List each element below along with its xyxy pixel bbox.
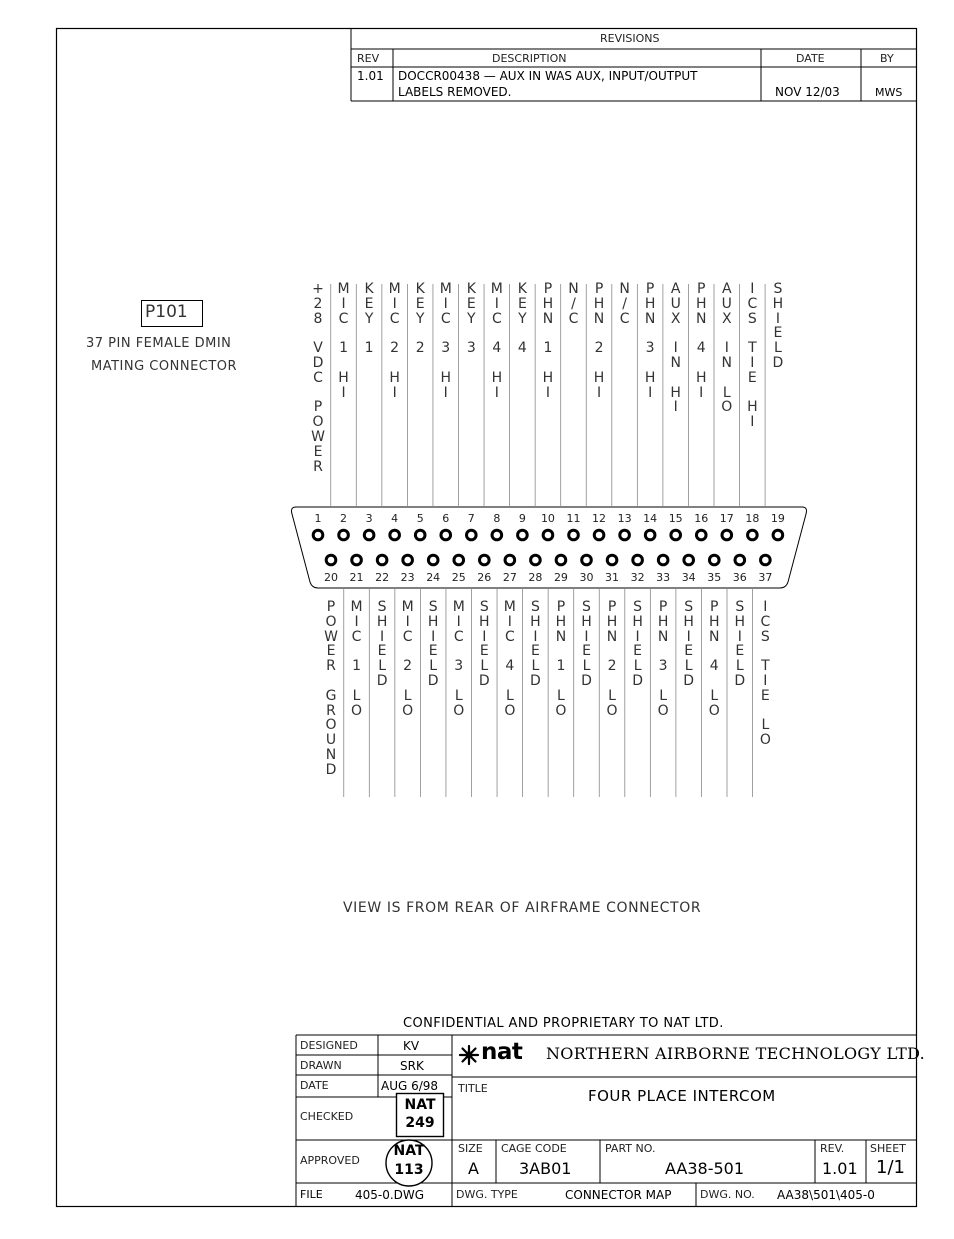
top_row-pin-label: S H I E L D xyxy=(772,281,784,371)
top_row-pin-number: 16 xyxy=(694,512,709,525)
pin-31 xyxy=(607,555,617,565)
bottom_row-pin-number: 22 xyxy=(375,571,390,584)
pin-30 xyxy=(582,555,592,565)
pin-25 xyxy=(454,555,464,565)
top_row-pin-label: A U X I N H I xyxy=(670,281,681,416)
approved-stamp-line1: NAT xyxy=(393,1143,425,1159)
approved-stamp-line2: 113 xyxy=(394,1162,424,1178)
bottom_row-pin-label: S H I E L D xyxy=(734,599,746,689)
drawing-type-label: DWG. TYPE xyxy=(456,1188,518,1201)
pin-15 xyxy=(671,530,681,540)
bottom_row-pin-label: M I C 3 L O xyxy=(452,599,465,719)
revision-row-rev: 1.01 xyxy=(357,69,384,83)
bottom_row-pin-number: 36 xyxy=(732,571,747,584)
bottom_row-pin-number: 34 xyxy=(681,571,696,584)
pin-2 xyxy=(339,530,349,540)
pin-16 xyxy=(696,530,706,540)
bottom_row-pin-number: 32 xyxy=(630,571,645,584)
drawn-value: SRK xyxy=(400,1059,424,1073)
pin-7 xyxy=(467,530,477,540)
drawing-type-value: CONNECTOR MAP xyxy=(565,1188,672,1202)
top_row-pin-number: 19 xyxy=(770,512,785,525)
top_row-pin-number: 2 xyxy=(340,512,348,525)
top_row-pin-number: 5 xyxy=(416,512,424,525)
pin-22 xyxy=(377,555,387,565)
bottom_row-pin-label: S H I E L D xyxy=(581,599,592,689)
pin-4 xyxy=(390,530,400,540)
bottom_row-pin-label: P H N 4 L O xyxy=(708,599,720,719)
bottom_row-pin-label: P H N 2 L O xyxy=(606,599,618,719)
file-value: 405-0.DWG xyxy=(355,1188,425,1202)
pin-21 xyxy=(352,555,362,565)
pin-1 xyxy=(313,530,323,540)
bottom_row-pin-number: 26 xyxy=(477,571,492,584)
bottom_row-pin-number: 20 xyxy=(324,571,338,584)
bottom_row-pin-label: I C S T I E L O xyxy=(759,599,771,749)
company-name: NORTHERN AIRBORNE TECHNOLOGY LTD. xyxy=(546,1044,926,1063)
cage-code-value: 3AB01 xyxy=(519,1159,572,1178)
top_row-pin-label: M I C 1 H I xyxy=(337,281,350,401)
bottom_row-pin-number: 28 xyxy=(528,571,543,584)
bottom_row-pin-label: M I C 2 L O xyxy=(401,599,414,719)
pin-3 xyxy=(364,530,374,540)
pin-28 xyxy=(531,555,541,565)
size-label: SIZE xyxy=(458,1142,483,1155)
size-value: A xyxy=(468,1159,479,1178)
date-value: AUG 6/98 xyxy=(381,1079,439,1093)
top_row-pin-number: 8 xyxy=(493,512,501,525)
connector-description-line1: 37 PIN FEMALE DMIN xyxy=(86,336,232,351)
bottom_row-pin-label: S H I E L D xyxy=(632,599,643,689)
top_row-pin-number: 3 xyxy=(365,512,373,525)
bottom_row-pin-label: S H I E L D xyxy=(530,599,541,689)
checked-stamp-line2: 249 xyxy=(405,1115,435,1131)
top_row-pin-label: N / C xyxy=(619,281,630,327)
top_row-pin-label: N / C xyxy=(568,281,579,327)
by-header: BY xyxy=(880,52,894,65)
bottom_row-pin-label: S H I E L D xyxy=(478,599,490,689)
checked-label: CHECKED xyxy=(300,1110,354,1123)
bottom_row-pin-label: S H I E L D xyxy=(683,599,695,689)
pin-13 xyxy=(620,530,630,540)
top_row-pin-label: M I C 2 H I xyxy=(388,281,401,401)
drawing-number-label: DWG. NO. xyxy=(700,1188,755,1201)
top_row-pin-label: P H N 1 H I xyxy=(542,281,554,401)
bottom_row-pin-number: 27 xyxy=(502,571,517,584)
title-label: TITLE xyxy=(458,1082,488,1095)
drawn-label: DRAWN xyxy=(300,1059,342,1072)
pin-19 xyxy=(773,530,783,540)
bottom_row-pin-number: 24 xyxy=(426,571,441,584)
drawing-title: FOUR PLACE INTERCOM xyxy=(588,1087,776,1105)
revision-row-desc-line1: DOCCR00438 — AUX IN WAS AUX, INPUT/OUTPUT xyxy=(398,69,698,83)
top_row-pin-label: P H N 4 H I xyxy=(695,281,707,401)
top_row-pin-label: A U X I N L O xyxy=(721,281,733,416)
pin-9 xyxy=(518,530,528,540)
pin-27 xyxy=(505,555,515,565)
bottom_row-pin-label: P H N 1 L O xyxy=(555,599,567,719)
pin-circles xyxy=(313,530,783,565)
bottom_row-pin-number: 35 xyxy=(707,571,722,584)
bottom_row-pin-label: M I C 1 L O xyxy=(350,599,363,719)
top_row-pin-number: 10 xyxy=(540,512,555,525)
bottom_row-pin-number: 33 xyxy=(656,571,671,584)
designed-label: DESIGNED xyxy=(300,1039,358,1052)
top_row-pin-label: P H N 2 H I xyxy=(593,281,605,401)
bottom_row-pin-number: 21 xyxy=(349,571,364,584)
top_row-pin-number: 1 xyxy=(314,512,322,525)
pin-29 xyxy=(556,555,566,565)
top_row-pin-label: + 2 8 V D C P O W E R xyxy=(311,281,325,475)
revision-row-by: MWS xyxy=(875,86,903,99)
bottom_row-pin-label: M I C 4 L O xyxy=(503,599,516,719)
part-number-label: PART NO. xyxy=(605,1142,656,1155)
bottom_row-pin-label: S H I E L D xyxy=(427,599,439,689)
part-number-value: AA38-501 xyxy=(665,1159,745,1178)
pin-24 xyxy=(428,555,438,565)
top_row-pin-number: 18 xyxy=(745,512,760,525)
pin-23 xyxy=(403,555,413,565)
pin-35 xyxy=(709,555,719,565)
pin-34 xyxy=(684,555,694,565)
nat-logo-icon xyxy=(460,1046,478,1064)
cage-code-label: CAGE CODE xyxy=(501,1142,567,1155)
top_row-pin-label: P H N 3 H I xyxy=(644,281,656,401)
pin-8 xyxy=(492,530,502,540)
pin-26 xyxy=(480,555,490,565)
rev-value: 1.01 xyxy=(822,1159,858,1178)
connector-description-line2: MATING CONNECTOR xyxy=(91,359,238,374)
top_row-pin-label: I C S T I E H I xyxy=(747,281,758,431)
confidential-notice: CONFIDENTIAL AND PROPRIETARY TO NAT LTD. xyxy=(403,1016,724,1031)
revisions-title: REVISIONS xyxy=(600,32,660,45)
pin-18 xyxy=(748,530,758,540)
file-label: FILE xyxy=(300,1188,323,1201)
bottom_row-pin-number: 25 xyxy=(451,571,466,584)
rev-label: REV. xyxy=(820,1142,845,1155)
top_row-pin-number: 11 xyxy=(566,512,581,525)
top_row-pin-label: M I C 3 H I xyxy=(439,281,452,401)
top_row-pin-number: 15 xyxy=(668,512,683,525)
top_row-pin-label: M I C 4 H I xyxy=(490,281,503,401)
designed-value: KV xyxy=(403,1039,420,1053)
pin-36 xyxy=(735,555,745,565)
logo-text: nat xyxy=(481,1039,523,1065)
bottom_row-pin-number: 29 xyxy=(553,571,568,584)
bottom_row-pin-number: 31 xyxy=(605,571,620,584)
bottom_row-pin-label: P H N 3 L O xyxy=(657,599,669,719)
top_row-pin-number: 13 xyxy=(617,512,632,525)
top_row-pin-label: K E Y 2 xyxy=(415,281,425,357)
sheet-label: SHEET xyxy=(870,1142,906,1155)
pin-5 xyxy=(415,530,425,540)
approved-label: APPROVED xyxy=(300,1154,360,1167)
date-header: DATE xyxy=(796,52,825,65)
top_row-pin-number: 12 xyxy=(592,512,607,525)
pin-20 xyxy=(326,555,336,565)
date-label: DATE xyxy=(300,1079,329,1092)
pin-37 xyxy=(761,555,771,565)
top_row-pin-number: 6 xyxy=(442,512,450,525)
top_row-pin-label: K E Y 4 xyxy=(517,281,527,357)
top_row-pin-number: 14 xyxy=(643,512,658,525)
top_row-pin-number: 4 xyxy=(391,512,399,525)
connector-id: P101 xyxy=(145,302,188,322)
description-header: DESCRIPTION xyxy=(492,52,567,65)
pin-10 xyxy=(543,530,553,540)
view-note: VIEW IS FROM REAR OF AIRFRAME CONNECTOR xyxy=(343,900,702,916)
pin-14 xyxy=(645,530,655,540)
top_row-pin-number: 9 xyxy=(518,512,526,525)
rev-header: REV xyxy=(357,52,380,65)
checked-stamp-line1: NAT xyxy=(404,1097,436,1113)
sheet-value: 1/1 xyxy=(876,1157,905,1178)
pin-33 xyxy=(658,555,668,565)
bottom_row-pin-number: 30 xyxy=(579,571,594,584)
pin-6 xyxy=(441,530,451,540)
pin-11 xyxy=(569,530,579,540)
bottom_row-pin-number: 23 xyxy=(400,571,415,584)
pin-17 xyxy=(722,530,732,540)
revision-row-date: NOV 12/03 xyxy=(775,85,840,99)
revision-row-desc-line2: LABELS REMOVED. xyxy=(398,85,512,99)
top_row-pin-label: K E Y 3 xyxy=(466,281,476,357)
top_row-pin-label: K E Y 1 xyxy=(364,281,374,357)
pin-32 xyxy=(633,555,643,565)
bottom_row-pin-label: S H I E L D xyxy=(376,599,388,689)
top_row-pin-number: 17 xyxy=(719,512,734,525)
drawing-number-value: AA38\501\405-0 xyxy=(777,1188,875,1202)
top_row-pin-number: 7 xyxy=(467,512,475,525)
bottom_row-pin-label: P O W E R G R O U N D xyxy=(324,599,338,778)
bottom_row-pin-number: 37 xyxy=(758,571,773,584)
pin-12 xyxy=(594,530,604,540)
